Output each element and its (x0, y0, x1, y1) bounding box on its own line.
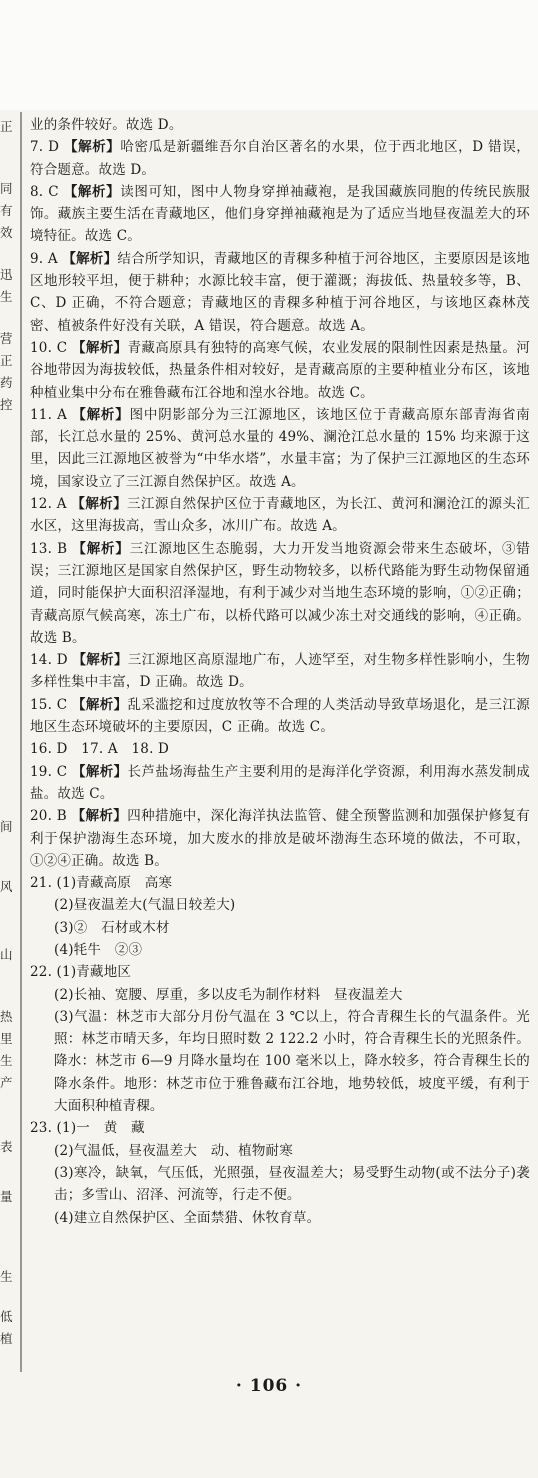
analysis-tag: 【解析】 (71, 763, 128, 780)
answer-12 (30, 493, 530, 538)
answer-text: 青藏高原具有独特的高寒气候，农业发展的限制性因素是热量。河谷地带因为海拔较低，热量条件相对较好，是青藏高原的主要种植业分布区，该地种植业集中分布在雅鲁藏布江谷地和湟水谷地。故选 C。 (30, 339, 530, 401)
answer-number: 11. A (30, 406, 68, 423)
answer-21-part2: (2)昼夜温差大(气温日较差大) (54, 897, 236, 914)
analysis-tag: 【解析】 (64, 139, 121, 156)
answer-text: 业的条件较好。故选 D。 (30, 117, 183, 133)
answer-column (30, 114, 530, 1229)
margin-char: 植 (0, 1331, 13, 1346)
answer-21-part3: (3)② 石材或木材 (54, 919, 170, 936)
answer-number: 9. A (30, 250, 58, 267)
answer-continuation (30, 114, 530, 136)
answer-10 (30, 337, 530, 404)
column-divider (20, 112, 22, 1372)
answer-number: 13. B (30, 540, 68, 557)
margin-char: 表 (0, 1139, 13, 1154)
answer-22-part3: (3)气温：林芝市大部分月份气温在 3 ℃以上，符合青稞生长的气温条件。光照：林芝市晴天多，年均日照时数 2 122.2 小时，符合青稞生长的光照条件。降水：林芝市 6—9 月降水量均在 100 毫米以上，降水较多，符合青稞生长的降水条件。地形：林芝市位于雅鲁藏布江谷地，地势较低，坡度平缓，有利于大面积种植青稞。 (54, 1008, 530, 1115)
answer-number: 10. C (30, 339, 68, 356)
answer-16-18 (30, 738, 530, 760)
answer-text: 长芦盐场海盐生产主要利用的是海洋化学资源，利用海水蒸发制成盐。故选 C。 (30, 763, 530, 802)
answer-number: 15. C (30, 696, 68, 713)
answer-20 (30, 805, 530, 872)
answer-19 (30, 761, 530, 806)
answer-21-part4: (4)牦牛 ②③ (54, 941, 143, 958)
answer-15 (30, 694, 530, 739)
margin-char: 正 (0, 119, 13, 134)
analysis-tag: 【解析】 (71, 339, 128, 356)
answer-number: 14. D (30, 652, 68, 669)
answer-text: 青藏高原 高寒 (76, 875, 173, 892)
analysis-tag: 【解析】 (62, 250, 118, 267)
analysis-tag: 【解析】 (63, 183, 121, 200)
margin-char: 山 (0, 947, 13, 962)
answer-23-part2: (2)气温低，昼夜温差大 动、植物耐寒 (54, 1142, 293, 1159)
blank-top-area (0, 0, 538, 110)
answer-number: 22. (1) (30, 964, 77, 981)
margin-char: 低 (0, 1309, 13, 1324)
answer-23-part4: (4)建立自然保护区、全面禁猎、休牧育草。 (54, 1209, 321, 1226)
answer-13 (30, 538, 530, 649)
answer-11 (30, 404, 530, 493)
margin-char: 药 (0, 375, 13, 390)
answer-text: 三江源地区生态脆弱，大力开发当地资源会带来生态破坏，③错误；三江源地区是国家自然保护区，野生动物较多，以桥代路能为野生动物保留通道，同时能保护大面积沼泽湿地，有利于减少对当地生态环境的影响，①②正确；青藏高原气候高寒，冻土广布，以桥代路可以减少冻土对交通线的影响，④正确。故选 B。 (30, 540, 530, 646)
answer-number: 12. A (30, 496, 67, 513)
answer-text: 结合所学知识，青藏地区的青稞多种植于河谷地区，主要原因是该地区地形较平坦，便于耕种；水源比较丰富，便于灌溉；海拔低、热量较多等，B、C、D 正确，不符合题意；青藏地区的青稞多种植于河谷地区，与该地区森林茂密、植被条件好没有关联，A 错误，符合题意。故选 A。 (30, 250, 530, 334)
answer-text: 三江源自然保护区位于青藏地区，为长江、黄河和澜沧江的源头汇水区，这里海拔高，雪山众多，冰川广布。故选 A。 (30, 496, 530, 535)
margin-char: 营 (0, 331, 13, 346)
margin-char: 生 (0, 1269, 13, 1284)
margin-char: 热 (0, 1009, 13, 1024)
answer-text: 哈密瓜是新疆维吾尔自治区著名的水果，位于西北地区，D 错误，符合题意。故选 D。 (30, 139, 530, 178)
margin-char: 生 (0, 1053, 13, 1068)
margin-char: 产 (0, 1075, 13, 1090)
answer-number: 19. C (30, 763, 68, 780)
analysis-tag: 【解析】 (72, 540, 130, 557)
analysis-tag: 【解析】 (71, 808, 128, 825)
margin-char: 同 (0, 181, 13, 196)
answer-23-part1 (30, 1117, 530, 1139)
answer-number: 7. D (30, 139, 60, 156)
answer-text: 一 黄 藏 (76, 1120, 145, 1137)
margin-char: 控 (0, 397, 13, 412)
answer-number: 20. B (30, 808, 67, 825)
analysis-tag: 【解析】 (72, 652, 128, 669)
answer-text: 乱采滥挖和过度放牧等不合理的人类活动导致草场退化，是三江源地区生态环境破坏的主要原因，C 正确。故选 C。 (30, 696, 530, 736)
page-number: · 106 · (235, 1376, 303, 1396)
answer-22-part2: (2)长袖、宽腰、厚重，多以皮毛为制作材料 昼夜温差大 (54, 986, 403, 1003)
margin-char: 有 (0, 203, 13, 218)
answer-7 (30, 136, 530, 181)
answer-text: 图中阴影部分为三江源地区，该地区位于青藏高原东部青海省南部，长江总水量的 25%、黄河总水量的 49%、澜沧江总水量的 15% 均来源于这里，因此三江源地区被誉为“中华水塔”，水量丰富；为了保护三江源地区的生态环境，国家设立了三江源自然保护区。故选 A。 (30, 406, 530, 490)
answer-number: 16. D 17. A 18. D (30, 741, 170, 758)
answer-text: 读图可知，图中人物身穿掸袖藏袍，是我国藏族同胞的传统民族服饰。藏族主要生活在青藏地区，他们身穿掸袖藏袍是为了适应当地昼夜温差大的环境特征。故选 C。 (30, 183, 530, 245)
margin-char: 正 (0, 353, 13, 368)
margin-char: 间 (0, 819, 13, 834)
answer-14 (30, 649, 530, 694)
answer-text: 三江源地区高原湿地广布，人迹罕至，对生物多样性影响小，生物多样性集中丰富，D 正确。故选 D。 (30, 652, 530, 691)
margin-char: 生 (0, 289, 13, 304)
answer-9 (30, 248, 530, 337)
answer-text: 青藏地区 (76, 964, 132, 981)
left-margin-fragment (0, 110, 16, 1380)
analysis-tag: 【解析】 (71, 496, 128, 513)
answer-23-part3: (3)寒冷，缺氧，气压低，光照强，昼夜温差大；易受野生动物(或不法分子)袭击；多雪山、沼泽、河流等，行走不便。 (54, 1164, 530, 1204)
answer-number: 21. (1) (30, 875, 77, 892)
margin-char: 里 (0, 1031, 13, 1046)
margin-char: 迅 (0, 267, 13, 282)
answer-22-part1 (30, 961, 530, 983)
answer-21-part1 (30, 872, 530, 894)
analysis-tag: 【解析】 (72, 406, 130, 423)
analysis-tag: 【解析】 (71, 696, 128, 713)
answer-number: 23. (1) (30, 1120, 77, 1137)
margin-char: 风 (0, 879, 13, 894)
margin-char: 效 (0, 225, 13, 240)
answer-number: 8. C (30, 183, 59, 200)
answer-text: 四种措施中，深化海洋执法监管、健全预警监测和加强保护修复有利于保护渤海生态环境，加大废水的排放是破坏渤海生态环境的做法，不可取，①②④正确。故选 B。 (30, 808, 530, 869)
margin-char: 量 (0, 1189, 13, 1204)
answer-8 (30, 181, 530, 248)
